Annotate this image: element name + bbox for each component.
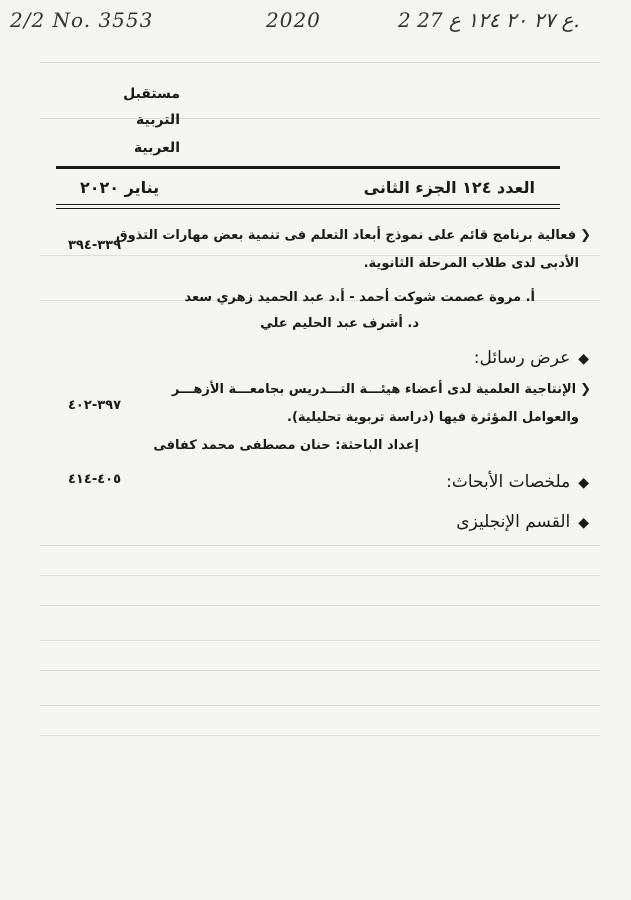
handwritten-year: 2020	[266, 8, 321, 32]
bleed-through	[40, 545, 600, 546]
section-theses: ◆عرض رسائل:	[473, 348, 589, 368]
bleed-through	[40, 735, 600, 736]
bleed-through	[40, 640, 600, 641]
entry-1-authors-line-2: د. أشرف عبد الحليم علي	[260, 316, 419, 331]
journal-name-line-3: العربية	[133, 140, 180, 156]
bleed-through	[40, 705, 600, 706]
entry-1-title-line-2: الأدبى لدى طلاب المرحلة الثانوية.	[363, 256, 579, 271]
entry-2-title-line-2: والعوامل المؤثرة فيها (دراسة تربوية تحليلية).	[287, 410, 579, 425]
entry-1-pages: ٣٣٩-٣٩٤	[68, 238, 122, 253]
diamond-bullet-icon: ◆	[578, 351, 589, 367]
handwritten-reference: 2/2 No. 3553	[10, 8, 154, 32]
chevron-left-icon: ❮	[580, 228, 591, 243]
header-rule-bottom-double	[56, 208, 560, 209]
bleed-through	[40, 605, 600, 606]
entry-1-authors-line-1: أ. مروة عصمت شوكت أحمد - أ.د عبد الحميد زهري سعد	[184, 290, 535, 305]
diamond-bullet-icon: ◆	[578, 475, 589, 491]
bleed-through	[40, 670, 600, 671]
entry-2-title-line-1: ❮الإنتاجية العلمية لدى أعضاء هيئـــة التـــدريس بجامعـــة الأزهـــر	[171, 382, 591, 397]
header-rule-bottom	[56, 204, 560, 205]
journal-name-line-2: التربية	[136, 112, 180, 128]
issue-title: العدد ١٢٤ الجزء الثانى	[363, 178, 535, 197]
section-english: ◆القسم الإنجليزى	[456, 512, 589, 532]
handwritten-issue-note: ع ٢٧ ٢٠ ١٢٤ ع 27 2.	[398, 8, 580, 32]
bleed-through	[40, 575, 600, 576]
diamond-bullet-icon: ◆	[578, 515, 589, 531]
issue-date: يناير ٢٠٢٠	[80, 178, 160, 197]
entry-2-pages: ٣٩٧-٤٠٢	[68, 398, 122, 413]
header-rule-top	[56, 166, 560, 169]
bleed-through	[40, 62, 600, 63]
entry-1-title-line-1: ❮فعالية برنامج قائم على نموذج أبعاد التعلم فى تنمية بعض مهارات التذوق	[115, 228, 591, 243]
abstracts-pages: ٤٠٥-٤١٤	[68, 472, 122, 487]
entry-2-authors: إعداد الباحثة: حنان مصطفى محمد كفافى	[153, 438, 419, 453]
section-abstracts: ◆ملخصات الأبحاث:	[446, 472, 589, 492]
journal-name-line-1: مستقبل	[123, 86, 180, 102]
chevron-left-icon: ❮	[580, 382, 591, 397]
